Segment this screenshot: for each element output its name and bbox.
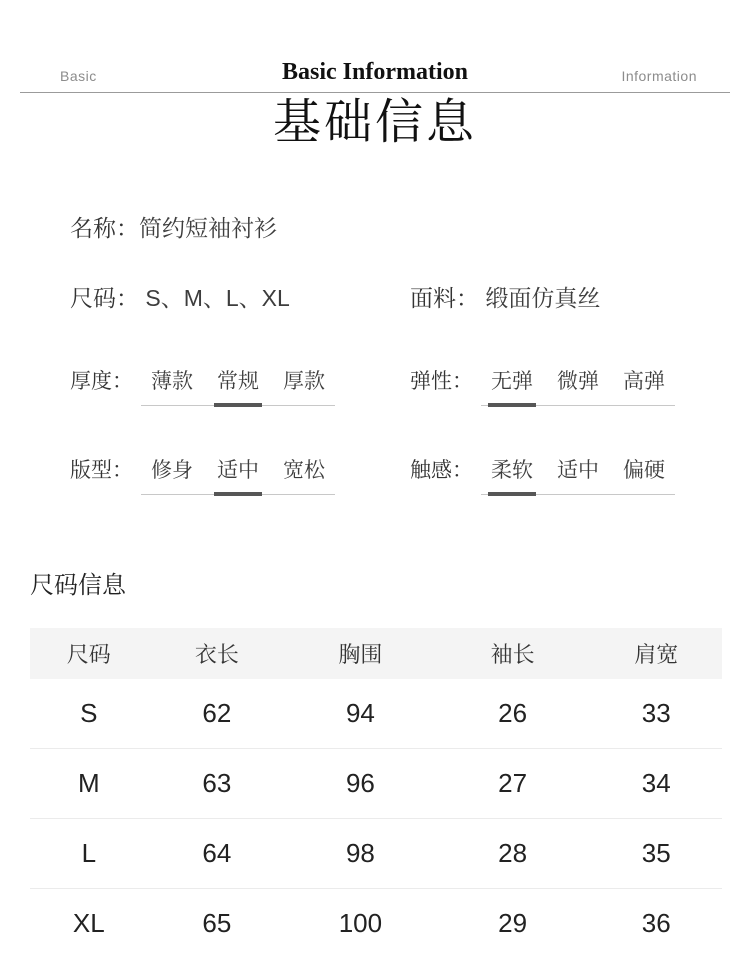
table-cell: 98	[286, 819, 435, 889]
attr-row-elasticity	[410, 365, 720, 406]
name-value: 简约短袖衬衫	[139, 215, 277, 242]
attr-option: 高弹	[623, 370, 665, 394]
table-cell-size: M	[30, 749, 148, 819]
header-left-label: Basic	[60, 68, 97, 84]
table-cell: 29	[435, 889, 591, 953]
size-table-header-cell: 袖长	[435, 628, 591, 679]
size-table-header-cell: 胸围	[286, 628, 435, 679]
attr-option: 薄款	[151, 370, 193, 394]
size-field	[70, 280, 410, 313]
size-table-header-row	[30, 628, 722, 679]
table-cell: 26	[435, 679, 591, 749]
attr-option: 适中	[557, 459, 599, 483]
info-row-name	[70, 210, 720, 243]
attr-option: 偏硬	[623, 459, 665, 483]
attr-option-selected: 柔软	[491, 454, 533, 484]
table-cell: 62	[148, 679, 286, 749]
table-cell: 35	[590, 819, 722, 889]
table-cell: 33	[590, 679, 722, 749]
attr-option-selected: 无弹	[491, 365, 533, 395]
table-row	[30, 889, 722, 953]
header-title: Basic Information	[282, 59, 468, 85]
table-cell: 63	[148, 749, 286, 819]
size-table	[30, 628, 722, 953]
attr-row-thickness	[70, 365, 410, 406]
attr-label: 版型：	[70, 459, 133, 483]
header-right-label: Information	[621, 68, 697, 84]
attr-label: 触感：	[410, 459, 473, 483]
basic-info-section	[70, 210, 720, 313]
attributes-grid	[70, 365, 720, 495]
attr-options	[481, 365, 675, 406]
attr-row-touch	[410, 454, 720, 495]
table-cell: 100	[286, 889, 435, 953]
name-label: 名称：	[70, 215, 139, 242]
table-cell: 65	[148, 889, 286, 953]
info-row-size-fabric	[70, 280, 720, 313]
table-row	[30, 679, 722, 749]
table-cell: 96	[286, 749, 435, 819]
header	[0, 58, 750, 86]
table-cell: 36	[590, 889, 722, 953]
fabric-label: 面料：	[410, 285, 479, 312]
size-value: S、M、L、XL	[145, 285, 290, 312]
table-cell: 94	[286, 679, 435, 749]
attr-options	[481, 454, 675, 495]
table-cell: 27	[435, 749, 591, 819]
table-cell: 64	[148, 819, 286, 889]
table-cell-size: XL	[30, 889, 148, 953]
page-title: 基础信息	[272, 96, 477, 149]
size-label: 尺码：	[70, 285, 139, 312]
attr-row-fit	[70, 454, 410, 495]
attr-option: 厚款	[283, 370, 325, 394]
size-table-header-cell: 肩宽	[590, 628, 722, 679]
table-cell: 34	[590, 749, 722, 819]
table-row	[30, 819, 722, 889]
attr-label: 弹性：	[410, 370, 473, 394]
size-info-heading: 尺码信息	[30, 572, 126, 600]
table-cell-size: L	[30, 819, 148, 889]
size-table-header-cell: 衣长	[148, 628, 286, 679]
size-table-header-cell: 尺码	[30, 628, 148, 679]
attr-option: 微弹	[557, 370, 599, 394]
attr-options	[141, 454, 335, 495]
attr-options	[141, 365, 335, 406]
header-divider	[20, 92, 730, 93]
table-cell-size: S	[30, 679, 148, 749]
fabric-value: 缎面仿真丝	[485, 285, 601, 312]
attr-option: 宽松	[283, 459, 325, 483]
fabric-field	[410, 280, 600, 313]
attr-option: 修身	[151, 459, 193, 483]
table-row	[30, 749, 722, 819]
attr-option-selected: 适中	[217, 454, 259, 484]
table-cell: 28	[435, 819, 591, 889]
attr-label: 厚度：	[70, 370, 133, 394]
attr-option-selected: 常规	[217, 365, 259, 395]
